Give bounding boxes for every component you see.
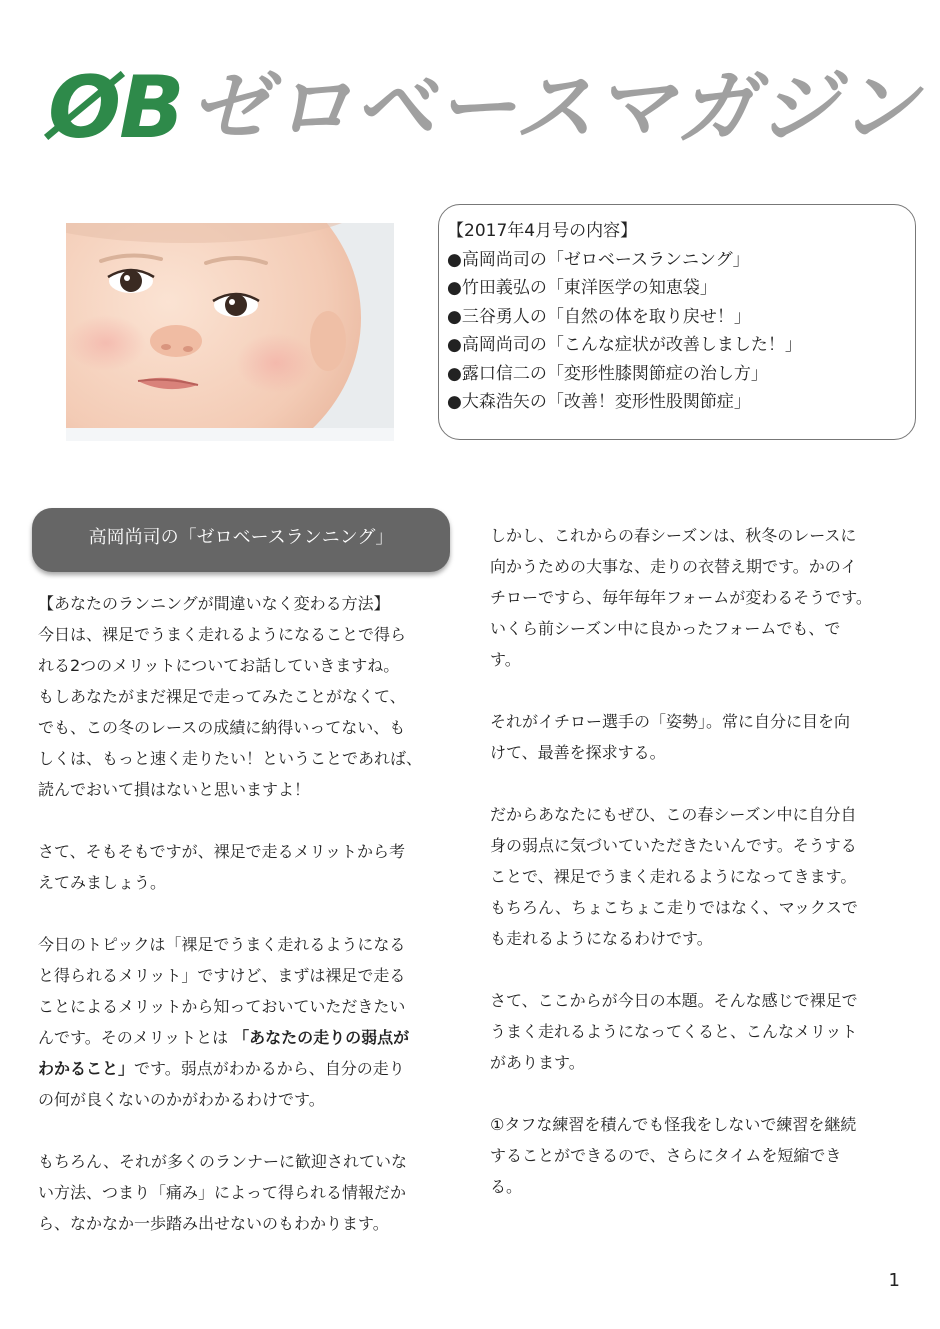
text-line: ら、なかなか一歩踏み出せないのもわかります。 [38, 1214, 389, 1233]
text-line: けて、最善を探求する。 [490, 743, 666, 762]
text-line: と得られるメリット」ですけど、まずは裸足で走る [38, 966, 406, 985]
toc-item: ●三谷勇人の「自然の体を取り戻せ！」 [447, 306, 751, 327]
text-span: んです。そのメリットとは [38, 1028, 234, 1047]
text-line: しかし、これからの春シーズンは、秋冬のレースに [490, 526, 857, 545]
paragraph-gap [490, 1078, 900, 1109]
text-line [38, 1053, 442, 1084]
toc-item: ●高岡尚司の「ゼロベースランニング」 [447, 249, 750, 270]
left-column [38, 588, 442, 1239]
text-line: も走れるようになるわけです。 [490, 929, 713, 948]
emphasis-text: わかること」 [38, 1059, 135, 1078]
paragraph-gap [38, 898, 442, 929]
page-number: 1 [888, 1270, 900, 1291]
text-line: ①タフな練習を積んでも怪我をしないで練習を継続 [490, 1115, 857, 1134]
text-line: 今日のトピックは「裸足でうまく走れるようになる [38, 935, 406, 954]
toc-heading: 【2017年4月号の内容】 [447, 221, 638, 241]
toc-item: ●大森浩矢の「改善！変形性股関節症」 [447, 392, 751, 412]
toc-item: ●竹田義弘の「東洋医学の知恵袋」 [447, 278, 717, 298]
text-line: ことによるメリットから知っておいていただきたい [38, 997, 406, 1016]
paragraph-gap [490, 954, 900, 985]
text-line: いくら前シーズン中に良かったフォームでも、で [490, 619, 841, 638]
text-line: することができるので、さらにタイムを短縮でき [490, 1146, 842, 1165]
emphasis-text: 「あなたの走りの弱点が [233, 1028, 410, 1047]
text-line: うまく走れるようになってくると、こんなメリット [490, 1022, 858, 1041]
text-line: しくは、もっと速く走りたい！ということであれば、 [38, 749, 423, 768]
text-line: れる2つのメリットについてお話していきますね。 [38, 656, 400, 675]
text-line: さて、そもそもですが、裸足で走るメリットから考 [38, 842, 406, 861]
text-line: す。 [490, 650, 521, 669]
text-line: い方法、つまり「痛み」によって得られる情報だか [38, 1183, 407, 1202]
text-line: 身の弱点に気づいていただきたいんです。そうする [490, 836, 857, 855]
text-line: だからあなたにもぜひ、この春シーズン中に自分自 [490, 805, 857, 824]
section-header: 高岡尚司の「ゼロベースランニング」 [32, 508, 450, 572]
text-line: チローですら、毎年毎年フォームが変わるそうです。 [490, 588, 872, 607]
paragraph-gap [38, 805, 442, 836]
text-line: ことで、裸足でうまく走れるようになってきます。 [490, 867, 857, 886]
baby-face-illustration [66, 223, 394, 441]
text-line: もちろん、それが多くのランナーに歓迎されていな [38, 1152, 407, 1171]
paragraph-gap [38, 1115, 442, 1146]
text-line [38, 1022, 442, 1053]
paragraph-gap [490, 768, 900, 799]
text-line: の何が良くないのかがわかるわけです。 [38, 1090, 325, 1109]
paragraph-gap [490, 675, 900, 706]
magazine-title: ゼロベースマガジン [190, 61, 921, 154]
text-line: 向かうための大事な、走りの衣替え期です。かのイ [490, 557, 857, 576]
toc-item: ●高岡尚司の「こんな症状が改善しました！」 [447, 335, 802, 355]
magazine-logo [48, 58, 921, 158]
logo-mark: ØB [48, 58, 183, 158]
text-span: です。弱点がわかるから、自分の走り [134, 1059, 405, 1078]
text-line: でも、この冬のレースの成績に納得いってない、も [38, 718, 406, 737]
text-line: えてみましょう。 [38, 873, 167, 892]
toc-item: ●露口信二の「変形性膝関節症の治し方」 [447, 363, 768, 384]
text-line: もちろん、ちょこちょこ走りではなく、マックスで [490, 898, 858, 917]
text-line: 読んでおいて損はないと思いますよ！ [38, 780, 311, 799]
text-line: 今日は、裸足でうまく走れるようになることで得ら [38, 625, 407, 644]
right-column [490, 520, 900, 1202]
text-line: 【あなたのランニングが間違いなく変わる方法】 [38, 594, 390, 613]
text-line: それがイチロー選手の「姿勢」。常に自分に目を向 [490, 712, 851, 731]
text-line: があります。 [490, 1053, 585, 1072]
text-line: る。 [490, 1177, 523, 1196]
text-line: もしあなたがまだ裸足で走ってみたことがなくて、 [38, 687, 406, 706]
text-line: さて、ここからが今日の本題。そんな感じで裸足で [490, 991, 858, 1010]
table-of-contents [438, 204, 916, 440]
baby-photo [66, 223, 394, 441]
